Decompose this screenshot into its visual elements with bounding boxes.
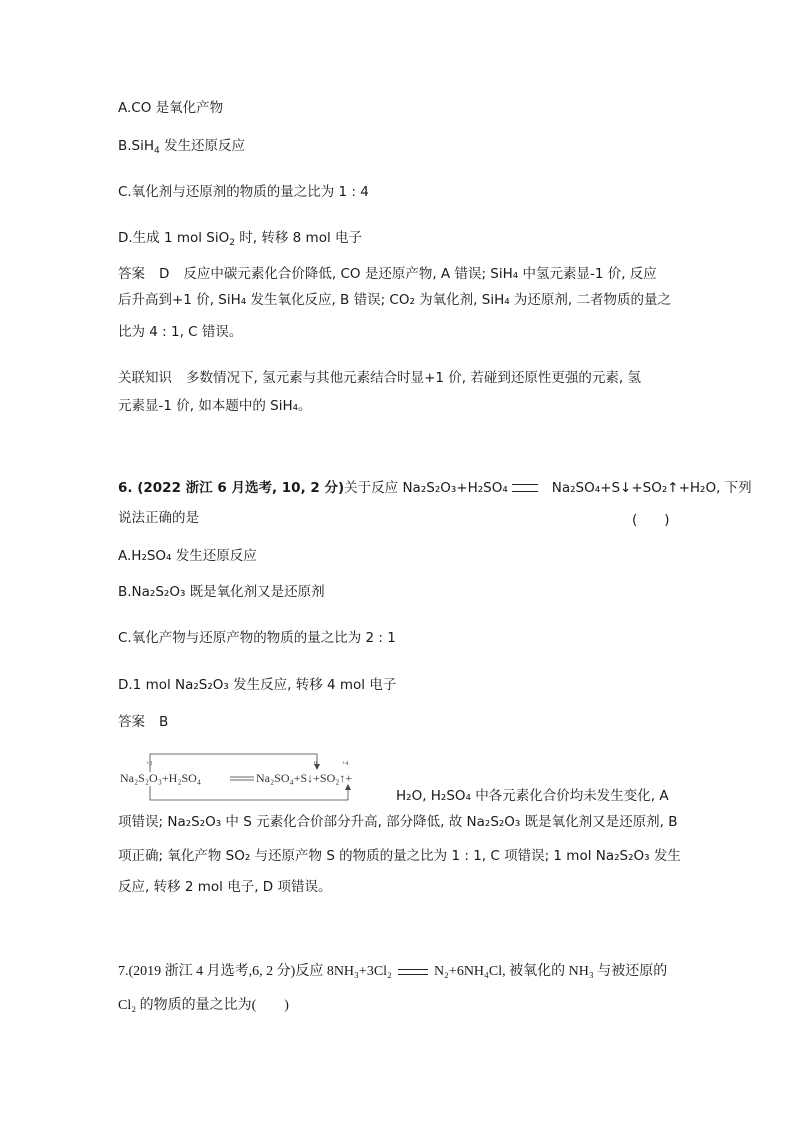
q6-stem-line-2: 说法正确的是 bbox=[118, 510, 199, 526]
q6-option-c: C.氧化产物与还原产物的物质的量之比为 2 : 1 bbox=[118, 630, 396, 646]
q6-stem-line-1: 6. (2022 浙江 6 月选考, 10, 2 分)关于反应 Na₂S₂O₃+H₂SO₄ Na₂SO₄+S↓+SO₂↑+H₂O, 下列 bbox=[118, 480, 752, 496]
related-label: 关联知识 bbox=[118, 370, 172, 386]
q5-answer-line-1: 答案 D 反应中碳元素化合价降低, CO 是还原产物, A 错误; SiH₄ 中氢元素显-1 价, 反应 bbox=[118, 266, 657, 282]
equals-arrow-icon bbox=[398, 969, 428, 975]
q6-explanation-line-3: 项正确; 氧化产物 SO₂ 与还原产物 S 的物质的量之比为 1 : 1, C 项错误; 1 mol Na₂S₂O₃ 发生 bbox=[118, 848, 681, 864]
oxidation-state-s4: +4 bbox=[342, 761, 349, 767]
q6-option-d: D.1 mol Na₂S₂O₃ 发生反应, 转移 4 mol 电子 bbox=[118, 677, 397, 693]
q5-option-b: B.SiH$_4$ 发生还原反应 bbox=[118, 138, 246, 156]
oxidation-bracket bbox=[150, 754, 317, 772]
oxidation-state-s: +2 bbox=[146, 761, 153, 767]
q5-answer-line-2: 后升高到+1 价, SiH₄ 发生氧化反应, B 错误; CO₂ 为氧化剂, SiH₄ 为还原剂, 二者物质的量之 bbox=[118, 292, 672, 308]
q6-explanation-line-2: 项错误; Na₂S₂O₃ 中 S 元素化合价部分升高, 部分降低, 故 Na₂S₂O₃ 既是氧化剂又是还原剂, B bbox=[118, 814, 678, 830]
q7-stem-line-1: 7.(2019 浙江 4 月选考,6, 2 分)反应 8NH₃+3Cl₂ N₂+6NH₄Cl, 被氧化的 NH₃ 与被还原的 bbox=[118, 964, 668, 979]
q6-explanation-line-4: 反应, 转移 2 mol 电子, D 项错误。 bbox=[118, 879, 332, 895]
answer-letter: B bbox=[159, 714, 169, 730]
q6-explanation-line-1: H₂O, H₂SO₄ 中各元素化合价均未发生变化, A bbox=[396, 788, 669, 804]
q5-option-c: C.氧化剂与还原剂的物质的量之比为 1 : 4 bbox=[118, 184, 369, 200]
q5-answer-line-3: 比为 4 : 1, C 错误。 bbox=[118, 324, 243, 340]
q6-option-b: B.Na₂S₂O₃ 既是氧化剂又是还原剂 bbox=[118, 584, 325, 600]
q5-option-a: A.CO 是氧化产物 bbox=[118, 100, 224, 116]
equals-arrow-icon bbox=[512, 484, 538, 492]
q6-option-a: A.H₂SO₄ 发生还原反应 bbox=[118, 548, 257, 564]
answer-label: 答案 bbox=[118, 266, 145, 282]
q7-stem-line-2: Cl₂ 的物质的量之比为( ) bbox=[118, 998, 289, 1013]
answer-label: 答案 bbox=[118, 714, 145, 730]
q5-option-d: D.生成 1 mol SiO$_2$ 时, 转移 8 mol 电子 bbox=[118, 230, 362, 248]
q6-answer-blank: ( ) bbox=[632, 512, 670, 528]
electron-transfer-diagram bbox=[112, 748, 402, 808]
equation-right: Na₂SO₄+S↓+SO₂↑+ bbox=[256, 771, 353, 785]
q5-related-line-1: 关联知识 多数情况下, 氢元素与其他元素结合时显+1 价, 若碰到还原性更强的元素, 氢 bbox=[118, 370, 641, 386]
q6-answer bbox=[118, 712, 168, 732]
answer-letter: D bbox=[159, 266, 170, 282]
oxidation-state-s0: 0 bbox=[314, 761, 317, 767]
q5-related-line-2: 元素显-1 价, 如本题中的 SiH₄。 bbox=[118, 398, 312, 414]
equation-left: Na₂S₂O₃+H₂SO₄ bbox=[120, 771, 202, 785]
reduction-bracket bbox=[150, 786, 348, 800]
